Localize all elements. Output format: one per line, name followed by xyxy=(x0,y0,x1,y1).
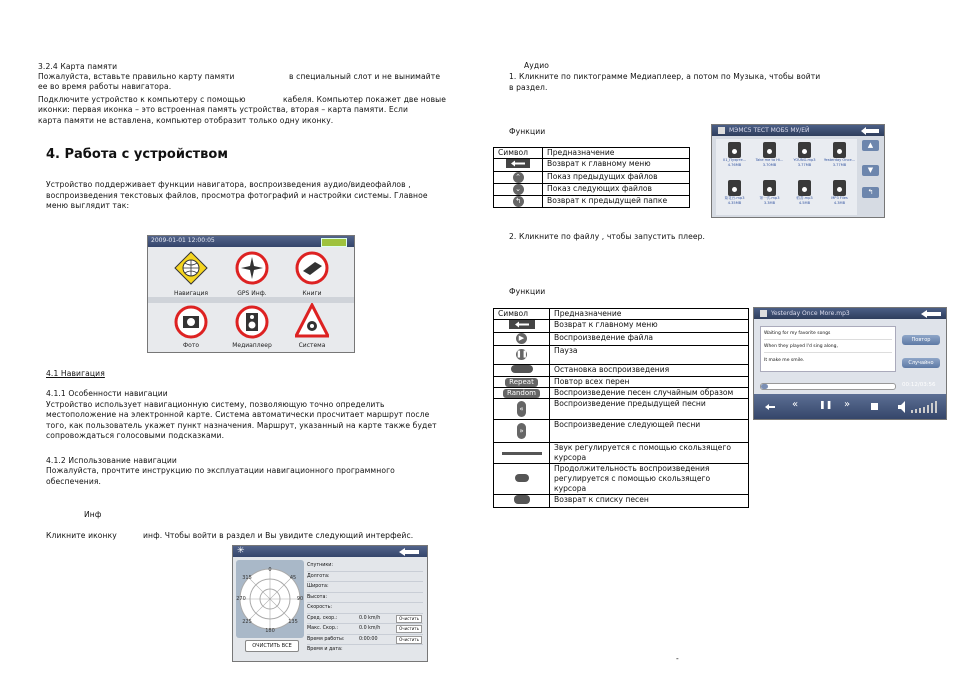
functions-table-2 xyxy=(493,308,749,508)
satellite-compass xyxy=(236,560,304,638)
system-icon[interactable] xyxy=(295,303,329,339)
player-song-title: Yesterday Once More.mp3 xyxy=(771,310,850,317)
gps-field-label: Долгота: xyxy=(307,573,330,579)
paragraph-line: в раздел. xyxy=(509,83,548,92)
music-file-icon xyxy=(798,142,811,158)
gps-field-label: Макс. Скор.: xyxy=(307,626,339,631)
gps-info-subheading: Инф xyxy=(84,510,102,519)
music-file-icon xyxy=(763,142,776,158)
table-cell: Возврат к списку песен xyxy=(550,495,749,508)
compass-tick-label: 45 xyxy=(289,575,297,581)
table-row xyxy=(494,365,749,377)
music-file-size: 3.77MB xyxy=(797,163,812,167)
lyric-line: When they played I'd sing along, xyxy=(764,342,892,353)
gps-field-row xyxy=(307,561,423,572)
volume-slider-icon[interactable] xyxy=(897,400,942,414)
table-row xyxy=(494,495,749,508)
back-arrow-icon[interactable] xyxy=(920,310,942,318)
music-file-size: 4.76MB xyxy=(727,163,742,167)
paragraph-line: иконки: первая иконка – это встроенная память устройства, вторая – карта памяти. Если xyxy=(38,105,409,114)
gps-field-row xyxy=(307,624,423,635)
music-file-name: Take me to Hi... xyxy=(755,158,784,162)
random-button: Random xyxy=(503,389,540,398)
music-file-item[interactable] xyxy=(718,142,751,178)
clear-all-button[interactable]: ОЧИСТИТЬ ВСЕ xyxy=(245,640,299,652)
table-row xyxy=(494,159,690,172)
music-file-name: 01_Пуэрте... xyxy=(722,158,747,162)
gps-info-icon[interactable] xyxy=(235,251,269,285)
music-file-size: 4.3MB xyxy=(833,201,846,205)
list-back-icon[interactable] xyxy=(764,403,776,411)
section-3-2-4-title: 3.2.4 Карта памяти xyxy=(38,62,118,71)
gps-field-row xyxy=(307,635,423,646)
menu-label-navigation: Навигация xyxy=(173,290,209,297)
back-arrow-icon[interactable] xyxy=(397,548,421,556)
music-file-size: 4.35MB xyxy=(727,201,742,205)
table-row xyxy=(494,184,690,196)
reset-button[interactable]: Очистить xyxy=(396,625,422,633)
reset-button[interactable]: Очистить xyxy=(396,636,422,644)
table-cell: Возврат к предыдущей папке xyxy=(543,196,690,208)
table-cell: Звук регулируется с помощью скользящего курсора xyxy=(550,443,749,464)
music-file-item[interactable] xyxy=(753,180,786,216)
gps-field-value: 0.0 km/h xyxy=(359,615,381,621)
music-file-icon xyxy=(798,180,811,196)
compass-tick-label: 270 xyxy=(236,596,246,602)
paragraph-line: Кликните иконку xyxy=(46,531,117,540)
compass-tick-label: 180 xyxy=(265,628,275,634)
player-controls xyxy=(754,394,946,419)
music-file-name: YOUNG.mp3 xyxy=(793,158,816,162)
next-icon: » xyxy=(517,423,526,439)
paragraph-line: инф. Чтобы войти в раздел и Вы увидите следующий интерфейс. xyxy=(143,531,414,540)
music-file-item[interactable] xyxy=(788,142,821,178)
progress-slider[interactable] xyxy=(760,383,896,390)
page-marker: - xyxy=(676,654,679,663)
table-cell: Пауза xyxy=(550,346,749,365)
back-arrow-icon xyxy=(506,159,530,168)
table-row xyxy=(494,420,749,443)
up-icon: ⌃ xyxy=(513,172,524,183)
lyric-line: It make me smile. xyxy=(764,358,805,363)
music-file-size: 3.77MB xyxy=(832,163,847,167)
gps-field-label: Время работы: xyxy=(307,636,345,642)
music-list-titlebar xyxy=(712,125,884,136)
section-4-1-title: 4.1 Навигация xyxy=(46,369,105,378)
gps-field-row xyxy=(307,603,423,614)
photo-icon[interactable] xyxy=(174,305,208,339)
music-file-item[interactable] xyxy=(718,180,751,216)
compass-tick-label: 315 xyxy=(242,575,252,581)
table-cell: Показ следующих файлов xyxy=(543,184,690,196)
music-file-item[interactable] xyxy=(823,180,856,216)
gps-field-row xyxy=(307,572,423,583)
music-file-name: 菊花台.mp3 xyxy=(724,196,745,200)
table-header: Символ xyxy=(494,148,543,159)
folder-back-icon: ↰ xyxy=(513,196,524,207)
compass-tick-label: 225 xyxy=(242,619,252,625)
paragraph-line: меню выглядит так: xyxy=(46,201,130,210)
music-file-icon xyxy=(763,180,776,196)
table-cell: Продолжительность воспроизведения регулируется с помощью скользящего курсора xyxy=(550,464,749,495)
table-cell: Возврат к главному меню xyxy=(550,320,749,333)
main-menu-screenshot xyxy=(147,235,355,353)
paragraph-line: того, как пользователь укажет пункт назначения. Маршрут, указанный на карте также будет xyxy=(46,421,437,430)
progress-fill xyxy=(761,384,768,389)
table-row xyxy=(494,346,749,365)
section-4-1-1-title: 4.1.1 Особенности навигации xyxy=(46,389,168,398)
compass-tick-label: 90 xyxy=(296,596,304,602)
datetime-label: 2009-01-01 12:00:05 xyxy=(151,237,215,244)
gps-field-value: 0.0 km/h xyxy=(359,626,381,631)
functions-label: Функции xyxy=(509,127,546,136)
table-cell: Воспроизведение предыдущей песни xyxy=(550,399,749,420)
paragraph-line: ее во время работы навигатора. xyxy=(38,82,172,91)
music-file-size: 4.5MB xyxy=(798,201,811,205)
repeat-button: Repeat xyxy=(505,378,538,387)
music-file-item[interactable] xyxy=(753,142,786,178)
lyric-line: Waiting for my favorite songs xyxy=(764,329,892,340)
gps-field-label: Высота: xyxy=(307,594,328,600)
music-file-icon xyxy=(833,180,846,196)
paragraph-line: местоположение на электронной карте. Система автоматически просчитает маршрут после xyxy=(46,410,430,419)
player-titlebar xyxy=(754,308,946,319)
table-cell: Остановка воспроизведения xyxy=(550,365,749,377)
music-player-screenshot xyxy=(753,307,947,420)
music-list-screenshot xyxy=(711,124,885,218)
table-cell: Воспроизведение песен случайным образом xyxy=(550,388,749,399)
music-file-name: MP3 Files xyxy=(831,196,848,200)
table-cell: Возврат к главному меню xyxy=(543,159,690,172)
paragraph-line: Пожалуйста, вставьте правильно карту памяти xyxy=(38,72,235,81)
folder-back-icon[interactable]: ↰ xyxy=(862,187,879,198)
prev-icon: « xyxy=(517,401,526,417)
table-header: Предназначение xyxy=(543,148,690,159)
pause-icon[interactable]: ❚❚ xyxy=(819,400,833,409)
compass-tick-label: 135 xyxy=(288,619,298,625)
gps-fields xyxy=(307,561,423,655)
volume-slider-icon xyxy=(502,452,542,455)
gps-field-row xyxy=(307,614,423,625)
table-cell: Показ предыдущих файлов xyxy=(543,172,690,184)
next-icon[interactable]: » xyxy=(844,399,851,410)
table-cell: Повтор всех перен xyxy=(550,377,749,388)
music-file-icon xyxy=(728,142,741,158)
paragraph-line: Устройство поддерживает функции навигатора, воспроизведения аудио/видеофайлов , xyxy=(46,180,411,189)
paragraph-line: обеспечения. xyxy=(46,477,102,486)
gps-field-row xyxy=(307,582,423,593)
gps-field-label: Время и дата: xyxy=(307,647,343,652)
table-cell: Воспроизведение следующей песни xyxy=(550,420,749,443)
table-row xyxy=(494,464,749,495)
menu-label-gps: GPS Инф. xyxy=(237,290,267,297)
up-icon[interactable]: ▲ xyxy=(862,140,879,151)
table-header: Предназначение xyxy=(550,309,749,320)
music-file-size: 3.3MB xyxy=(763,201,776,205)
stop-icon[interactable] xyxy=(871,403,878,410)
reset-button[interactable]: Очистить xyxy=(396,615,422,623)
paragraph-line: в специальный слот и не вынимайте xyxy=(289,72,441,81)
pause-icon: ❚❚ xyxy=(516,350,528,358)
audio-heading: Аудио xyxy=(524,61,550,70)
prev-icon[interactable]: « xyxy=(792,399,799,410)
paragraph-line: 1. Кликните по пиктограмме Медиаплеер, а потом по Музыка, чтобы войти xyxy=(509,72,821,81)
paragraph-line: воспроизведения текстовых файлов, просмотра фотографий и настройки системы. Главное xyxy=(46,191,428,200)
menu-label-photo: Фото xyxy=(182,342,199,349)
table-row xyxy=(494,443,749,464)
time-readout: 00:12/03:56 xyxy=(902,382,936,388)
paragraph-line: карта памяти не вставлена, компьютер отобразит только одну иконку. xyxy=(38,116,334,125)
media-player-icon[interactable] xyxy=(235,305,269,339)
music-file-item[interactable] xyxy=(823,142,856,178)
music-file-icon xyxy=(728,180,741,196)
menu-label-system: Система xyxy=(298,342,326,349)
play-icon: ▶ xyxy=(516,333,527,344)
music-file-name: Yesterday Once... xyxy=(823,158,856,162)
table-row xyxy=(494,377,749,388)
gps-star-icon: ✳ xyxy=(237,546,245,556)
music-file-icon xyxy=(833,142,846,158)
functions-table-1 xyxy=(493,147,690,208)
section-4-1-2-title: 4.1.2 Использование навигации xyxy=(46,456,177,465)
table-row xyxy=(494,333,749,346)
compass-tick-label: 0 xyxy=(268,567,272,573)
table-row xyxy=(494,196,690,208)
gps-info-screenshot xyxy=(232,545,428,662)
gps-field-label: Скорость: xyxy=(307,605,333,610)
music-file-name: 稻香.mp3 xyxy=(796,196,813,200)
gps-field-label: Сред. скор.: xyxy=(307,615,338,621)
gps-field-row xyxy=(307,645,423,655)
gps-field-value: 0:00:00 xyxy=(359,636,378,642)
table-header: Символ xyxy=(494,309,550,320)
table-row xyxy=(494,388,749,399)
table-row xyxy=(494,399,749,420)
table-row xyxy=(494,320,749,333)
progress-slider-icon xyxy=(515,474,529,482)
random-button[interactable]: Случайно xyxy=(902,358,940,368)
paragraph-line: Подключите устройство к компьютеру с помощью xyxy=(38,95,246,104)
gps-field-row xyxy=(307,593,423,604)
paragraph-line: Пожалуйста, прочтите инструкцию по эксплуатации навигационного программного xyxy=(46,466,395,475)
table-cell: Воспроизведение файла xyxy=(550,333,749,346)
battery-icon xyxy=(321,238,347,247)
lyrics-panel xyxy=(760,326,896,372)
gps-field-label: Спутники: xyxy=(307,563,334,568)
back-arrow-icon xyxy=(509,320,535,329)
down-icon[interactable]: ▼ xyxy=(862,165,879,176)
stop-icon xyxy=(511,365,533,373)
back-arrow-icon[interactable] xyxy=(860,127,880,135)
paragraph-line: Устройство использует навигационную систему, позволяющую точно определить xyxy=(46,400,385,409)
menu-label-books: Книги xyxy=(302,290,322,297)
table-row xyxy=(494,172,690,184)
music-list-title: МЭМС5 ТЕСТ МОБ5 МУ/ЕЙ xyxy=(729,127,810,134)
down-icon: ⌄ xyxy=(513,184,524,195)
music-file-name: 第一次.mp3 xyxy=(759,196,780,200)
section-4-heading: 4. Работа с устройством xyxy=(46,147,228,162)
music-file-item[interactable] xyxy=(788,180,821,216)
file-grid xyxy=(718,142,858,216)
paragraph-line: кабеля. Компьютер покажет две новые xyxy=(283,95,447,104)
paragraph-line: сопровождаться голосовыми подсказками. xyxy=(46,431,225,440)
books-icon[interactable] xyxy=(295,251,329,285)
list-back-icon xyxy=(514,495,530,504)
functions-label: Функции xyxy=(509,287,546,296)
paragraph-line: 2. Кликните по файлу , чтобы запустить плеер. xyxy=(509,232,706,241)
navigation-icon[interactable] xyxy=(174,251,208,285)
menu-label-media: Медиаплеер xyxy=(232,342,272,349)
music-file-size: 3.70MB xyxy=(762,163,777,167)
repeat-button[interactable]: Повтор xyxy=(902,335,940,345)
gps-field-label: Широта: xyxy=(307,584,329,589)
